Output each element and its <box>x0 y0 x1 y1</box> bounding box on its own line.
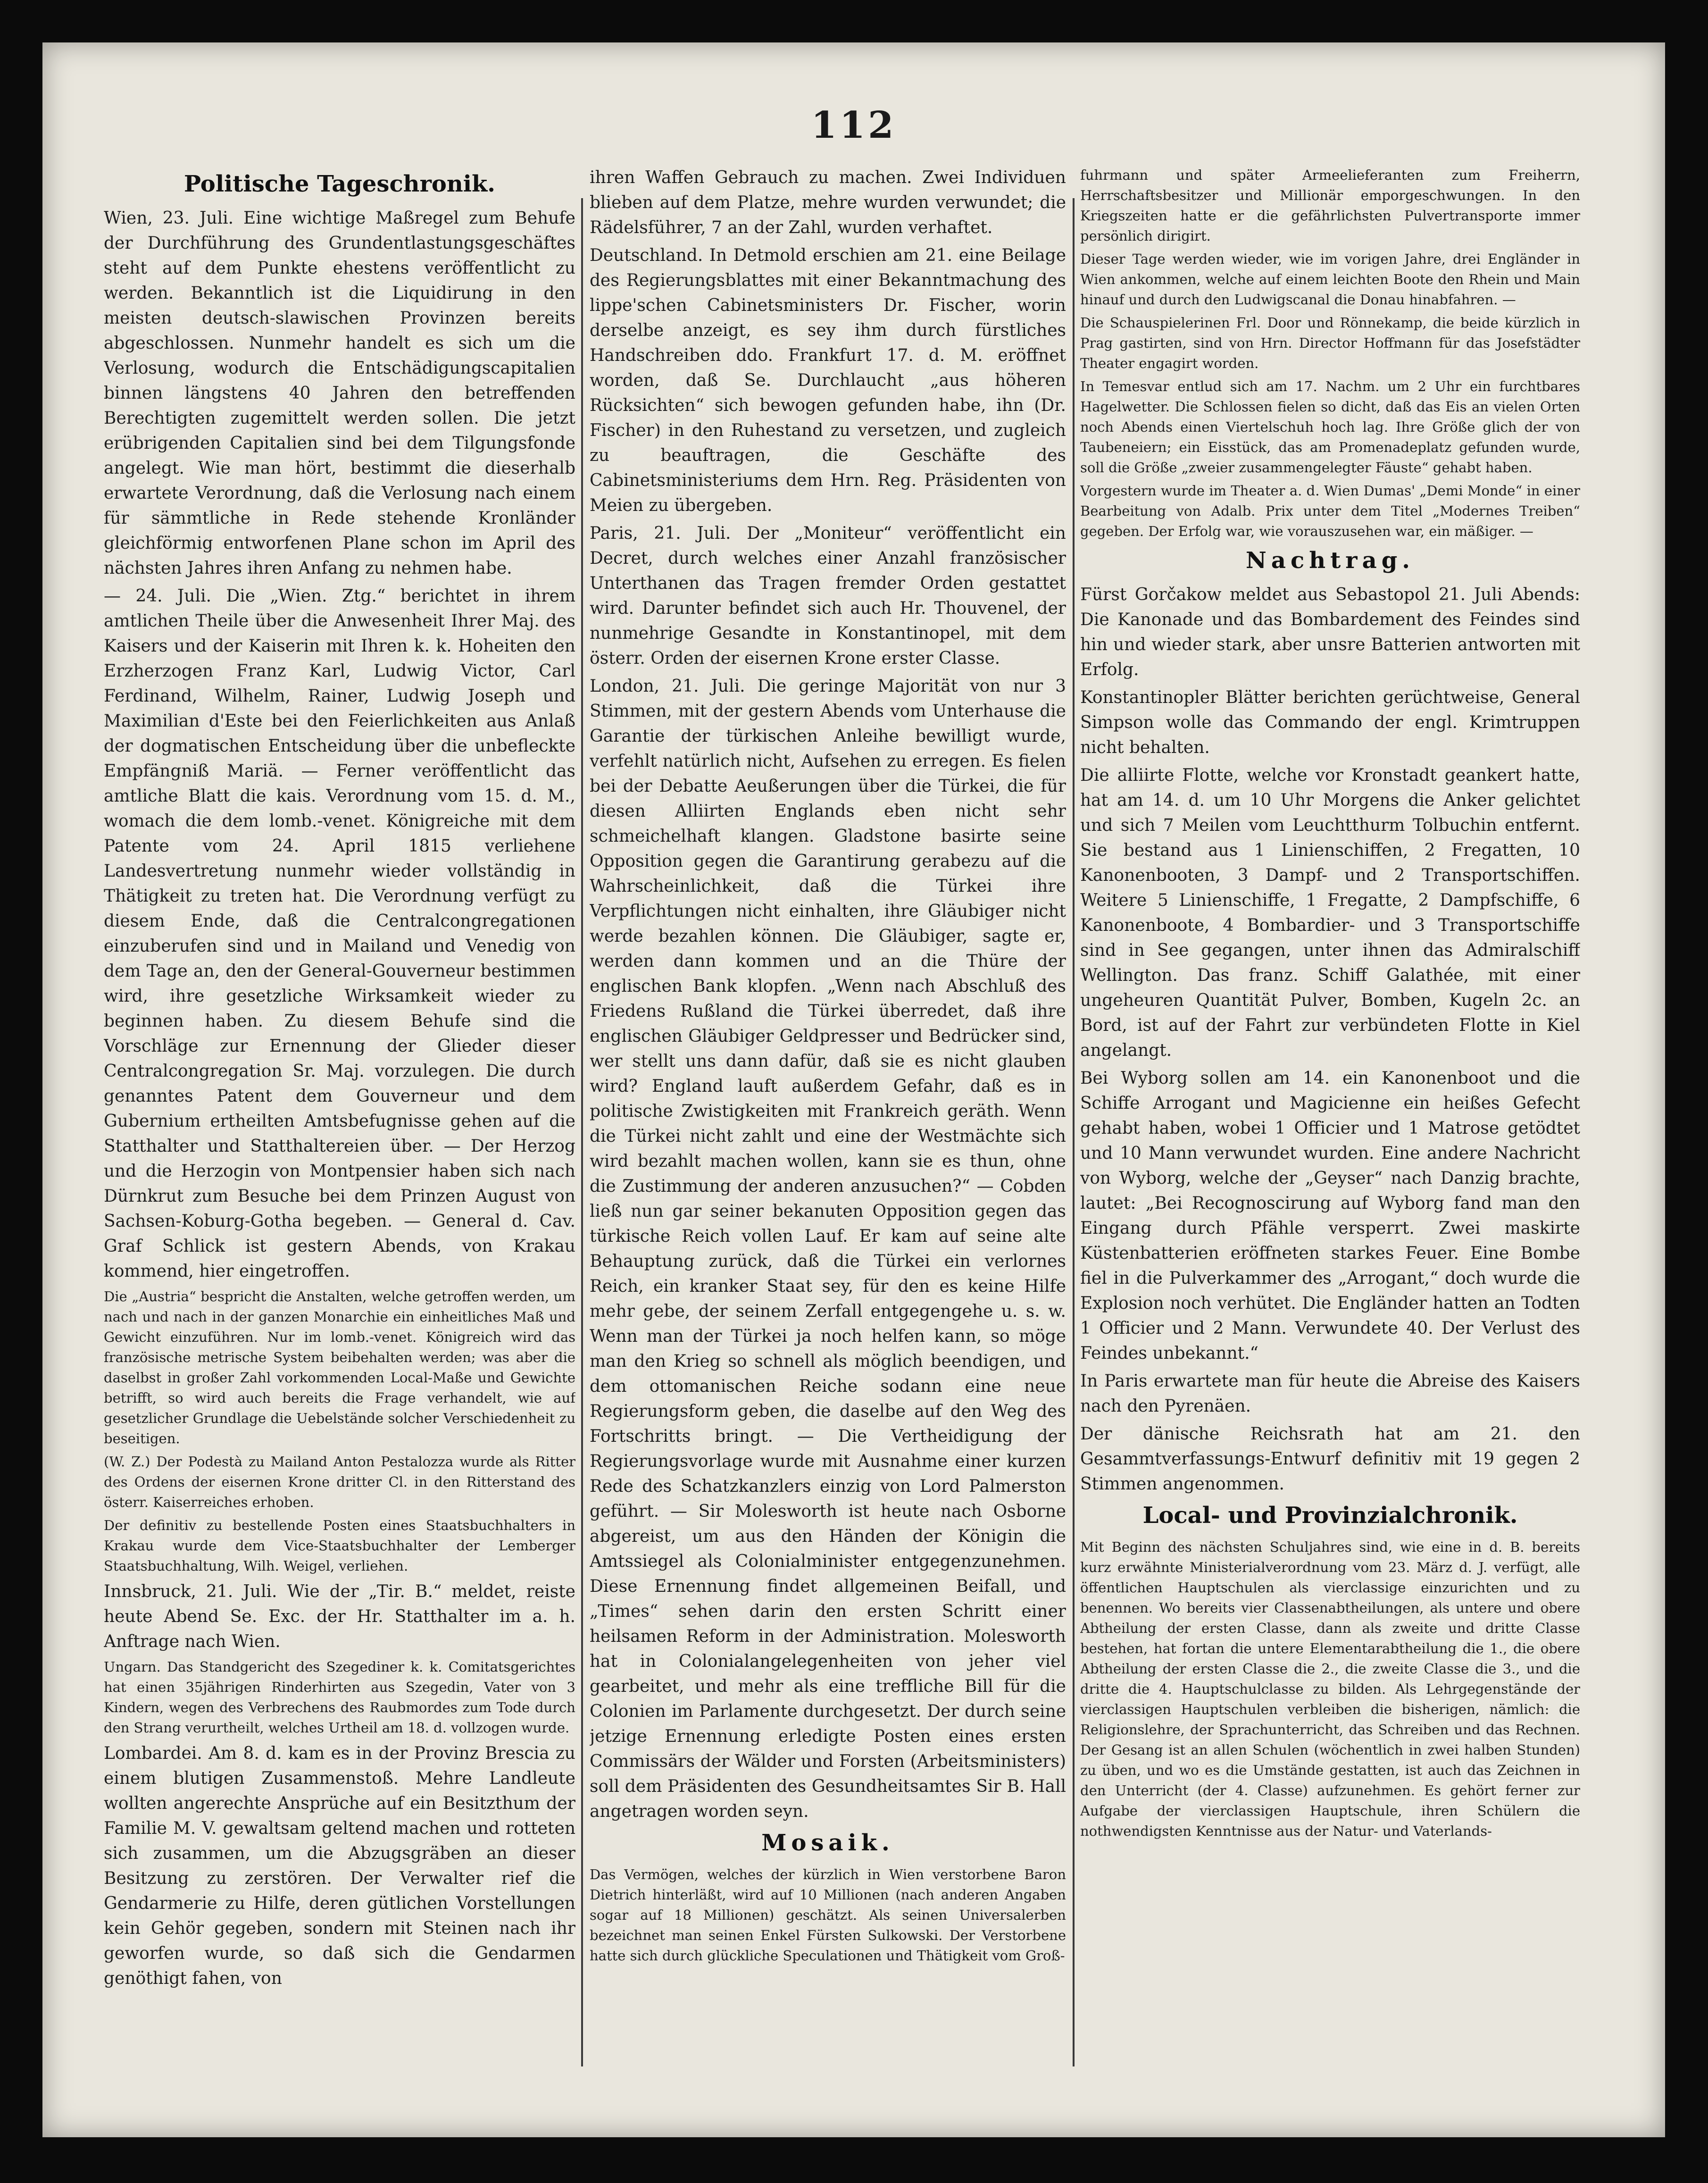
small-article-paragraph: Dieser Tage werden wieder, wie im vorigen Jahre, drei Engländer in Wien ankommen, welche auf einem leichten Boote den Rhein und Main hinauf und durch den Ludwigscanal die Donau hinabfahren. — <box>1080 251 1580 308</box>
column-left <box>104 165 575 2066</box>
article-paragraph: In Paris erwartete man für heute die Abreise des Kaisers nach den Pyrenäen. <box>1080 1372 1580 1416</box>
column-middle <box>590 165 1066 2066</box>
small-article-paragraph: Das Vermögen, welches der kürzlich in Wien verstorbene Baron Dietrich hinterläßt, wird auf 10 Millionen (nach anderen Angaben sogar auf 18 Millionen) geschätzt. Als seinen Universalerben bezeichnet man seinen Enkel Fürsten Sulkowski. Der Verstorbene hatte sich durch glückliche Speculationen und Thätigkeit vom Groß- <box>590 1866 1066 1964</box>
section-heading-mosaik: Mosaik. <box>761 1830 894 1856</box>
article-paragraph: Lombardei. Am 8. d. kam es in der Provinz Brescia zu einem blutigen Zusammenstoß. Mehre Landleute wollten angerechte Ansprüche auf ein Besitzthum der Familie M. V. gewaltsam geltend machen und rotteten sich zusammen, um die Abzugsgräben an dieser Besitzung zu zerstören. Der Verwalter rief die Gendarmerie zu Hilfe, deren gütlichen Vorstellungen kein Gehör gegeben, sondern mit Steinen nach ihr geworfen wurde, so daß sich die Gendarmen genöthigt fahen, von <box>104 1744 575 1988</box>
article-paragraph: Paris, 21. Juli. Der „Moniteur“ veröffentlicht ein Decret, durch welches einer Anzahl französischer Unterthanen das Tragen fremder Orden gestattet wird. Darunter befindet sich auch Hr. Thouvenel, der nunmehrige Gesandte in Konstantinopel, mit dem österr. Orden der eisernen Krone erster Classe. <box>590 524 1066 668</box>
article-paragraph: Der dänische Reichsrath hat am 21. den Gesammtverfassungs-Entwurf definitiv mit 19 gegen 2 Stimmen angenommen. <box>1080 1424 1580 1494</box>
article-paragraph: ihren Waffen Gebrauch zu machen. Zwei Individuen blieben auf dem Platze, mehre wurden verwundet; die Rädelsführer, 7 an der Zahl, wurden verhaftet. <box>590 168 1066 237</box>
section-heading-local: Local- und Provinzialchronik. <box>1142 1502 1518 1529</box>
column-rule-right <box>1073 198 1075 2066</box>
small-article-paragraph: Vorgestern wurde im Theater a. d. Wien Dumas' „Demi Monde“ in einer Bearbeitung von Adalb. Prix unter dem Titel „Modernes Treiben“ gegeben. Der Erfolg war, wie vorauszusehen war, ein mäßiger. — <box>1080 483 1580 539</box>
section-heading-nachtrag: Nachtrag. <box>1246 547 1415 574</box>
article-paragraph: Bei Wyborg sollen am 14. ein Kanonenboot und die Schiffe Arrogant und Magicienne ein heißes Gefecht gehabt haben, wobei 1 Officier und 1 Matrose getödtet und 10 Mann verwundet wurden. Eine andere Nachricht von Wyborg, welche der „Geyser“ nach Danzig brachte, lautet: „Bei Recognoscirung auf Wyborg fand man den Eingang durch Pfähle versperrt. Zwei maskirte Küstenbatterien eröffneten starkes Feuer. Eine Bombe fiel in die Pulverkammer des „Arrogant,“ doch wurde die Explosion noch verhütet. Die Engländer hatten an Todten 1 Officier und 2 Mann. Verwundete 40. Der Verlust des Feindes unbekannt.“ <box>1080 1069 1580 1363</box>
article-paragraph: Wien, 23. Juli. Eine wichtige Maßregel zum Behufe der Durchführung des Grundentlastungsgeschäftes steht auf dem Punkte ehestens veröffentlicht zu werden. Bekanntlich ist die Liquidirung in den meisten deutsch-slawischen Provinzen bereits abgeschlossen. Nunmehr handelt es sich um die Verlosung, wodurch die Entschädigungscapitalien binnen längstens 40 Jahren den betreffenden Berechtigten zugemittelt werden sollen. Die jetzt erübrigenden Capitalien sind bei dem Tilgungsfonde angelegt. Wie man hört, bestimmt die dieserhalb erwartete Verordnung, daß die Verlosung nach einem für sämmtliche in Rede stehende Kronländer gleichförmig entworfenen Plane schon im April des nächsten Jahres ihren Anfang zu nehmen habe. <box>104 209 575 578</box>
small-article-paragraph: Der definitiv zu bestellende Posten eines Staatsbuchhalters in Krakau wurde dem Vice-Staatsbuchhalter der Lemberger Staatsbuchhaltung, Wilh. Weigel, verliehen. <box>104 1517 575 1574</box>
page-number: 112 <box>811 104 897 147</box>
section-heading-political: Politische Tageschronik. <box>184 171 495 197</box>
small-article-paragraph: Ungarn. Das Standgericht des Szegediner k. k. Comitatsgerichtes hat einen 35jährigen Rinderhirten aus Szegedin, Vater von 3 Kindern, wegen des Verbrechens des Raubmordes zum Tode durch den Strang verurtheilt, welches Urtheil am 18. d. vollzogen wurde. <box>104 1659 575 1736</box>
small-article-paragraph: fuhrmann und später Armeelieferanten zum Freiherrn, Herrschaftsbesitzer und Millionär emporgeschwungen. In den Kriegszeiten hatte er die gefährlichsten Pulvertransporte immer persönlich dirigirt. <box>1080 167 1580 244</box>
article-paragraph: Deutschland. In Detmold erschien am 21. eine Beilage des Regierungsblattes mit einer Bekanntmachung des lippe'schen Cabinetsministers Dr. Fischer, worin derselbe anzeigt, es sey ihm durch fürstliches Handschreiben ddo. Frankfurt 17. d. M. eröffnet worden, daß Se. Durchlaucht „aus höheren Rücksichten“ sich bewogen gefunden habe, ihn (Dr. Fischer) in den Ruhestand zu versetzen, und zugleich zu beauftragen, die Geschäfte des Cabinetsministeriums dem Hrn. Reg. Präsidenten von Meien zu übergeben. <box>590 246 1066 515</box>
small-article-paragraph: Mit Beginn des nächsten Schuljahres sind, wie eine in d. B. bereits kurz erwähnte Ministerialverordnung vom 23. März d. J. verfügt, alle öffentlichen Hauptschulen als vierclassige einzurichten und zu benennen. Wo bereits vier Classenabtheilungen, als untere und obere Abtheilung der ersten Classe, dann als zweite und dritte Classe bestehen, hat fortan die untere Elementarabtheilung die 1., die obere Abtheilung der ersten Classe die 2., die zweite Classe die 3., und die dritte die 4. Hauptschulclasse zu bilden. Als Lehrgegenstände der vierclassigen Hauptschulen verbleiben die bisherigen, nämlich: die Religionslehre, der Sprachunterricht, das Schreiben und das Rechnen. Der Gesang ist an allen Schulen (wöchentlich in zwei halben Stunden) zu üben, und wo es die Umstände gestatten, ist auch das Zeichnen in den Unterricht (der 4. Classe) aufzunehmen. Es gehört ferner zur Aufgabe der vierclassigen Hauptschule, ihren Schülern die nothwendigsten Kenntnisse aus der Natur- und Vaterlands- <box>1080 1539 1580 1839</box>
article-paragraph: Innsbruck, 21. Juli. Wie der „Tir. B.“ meldet, reiste heute Abend Se. Exc. der Hr. Statthalter im a. h. Anftrage nach Wien. <box>104 1582 575 1651</box>
newspaper-page <box>42 42 1665 2137</box>
article-paragraph: Fürst Gorčakow meldet aus Sebastopol 21. Juli Abends: Die Kanonade und das Bombardement des Feindes sind hin und wieder stark, aber unsre Batterien antworten mit Erfolg. <box>1080 585 1580 679</box>
small-article-paragraph: In Temesvar entlud sich am 17. Nachm. um 2 Uhr ein furchtbares Hagelwetter. Die Schlossen fielen so dicht, daß das Eis an vielen Orten noch Abends einen Viertelschuh hoch lag. Ihre Größe glich der von Taubeneiern; ein Eisstück, das am Promenadeplatz gefunden wurde, soll die Größe „zweier zusammengelegter Fäuste“ gehabt haben. <box>1080 378 1580 476</box>
column-rule-left <box>581 198 583 2066</box>
article-paragraph: Die alliirte Flotte, welche vor Kronstadt geankert hatte, hat am 14. d. um 10 Uhr Morgens die Anker gelichtet und sich 7 Meilen vom Leuchtthurm Tolbuchin entfernt. Sie bestand aus 1 Linienschiffen, 2 Fregatten, 10 Kanonenbooten, 3 Dampf- und 2 Transportschiffen. Weitere 5 Linienschiffe, 1 Fregatte, 2 Dampfschiffe, 6 Kanonenboote, 4 Bombardier- und 3 Transportschiffe sind in See gegangen, unter ihnen das Admiralschiff Wellington. Das franz. Schiff Galathée, mit einer ungeheuren Quantität Pulver, Bomben, Kugeln 2c. an Bord, ist auf der Fahrt zur verbündeten Flotte in Kiel angelangt. <box>1080 766 1580 1060</box>
article-paragraph: London, 21. Juli. Die geringe Majorität von nur 3 Stimmen, mit der gestern Abends vom Unterhause die Garantie der türkischen Anleihe bewilligt wurde, verfehlt natürlich nicht, Aufsehen zu erregen. Es fielen bei der Debatte Aeußerungen über die Türkei, die für diesen Alliirten Englands eben nicht sehr schmeichelhaft klangen. Gladstone basirte seine Opposition gegen die Garantirung gerabezu auf die Wahrscheinlichkeit, daß die Türkei ihre Verpflichtungen nicht einhalten, ihre Gläubiger nicht werde bezahlen können. Die Gläubiger, sagte er, werden dann kommen und an die Thüre der englischen Bank klopfen. „Wenn nach Abschluß des Friedens Rußland die Türkei überredet, daß ihre englischen Gläubiger Geldpresser und Bedrücker sind, wer stellt uns dann dafür, daß sie es nicht glauben wird? England lauft außerdem Gefahr, daß es in politische Zwistigkeiten mit Frankreich geräth. Wenn die Türkei nicht zahlt und eine der Westmächte sich wird bezahlt machen wollen, kann sie es thun, ohne die Zustimmung der anderen anzusuchen?“ — Cobden ließ nun gar seiner bekanuten Opposition gegen das türkische Reich vollen Lauf. Er kam auf seine alte Behauptung zurück, daß die Türkei ein verlornes Reich, ein kranker Staat sey, für den es keine Hilfe mehr gebe, der seinem Zerfall entgegengehe u. s. w. Wenn man der Türkei ja noch helfen kann, so möge man den Krieg so schnell als möglich beendigen, und dem ottomanischen Reiche sodann eine neue Regierungsform geben, die daselbe auf den Weg des Fortschritts bringt. — Die Vertheidigung der Regierungsvorlage wurde mit Ausnahme einer kurzen Rede des Schatzkanzlers einzig von Lord Palmerston geführt. — Sir Molesworth ist heute nach Osborne abgereist, um aus den Händen der Königin die Amtssiegel als Colonialminister entgegenzunehmen. Diese Ernennung findet allgemeinen Beifall, und „Times“ sehen darin den ersten Schritt einer heilsamen Reform in der Administration. Molesworth hat in Colonialangelegenheiten von jeher viel gearbeitet, und mehr als eine treffliche Bill für die Colonien im Parlamente durchgesetzt. Der durch seine jetzige Ernennung erledigte Posten eines ersten Commissärs der Wälder und Forsten (Arbeitsministers) soll dem Präsidenten des Gesundheitsamtes Sir B. Hall angetragen worden seyn. <box>590 677 1066 1821</box>
article-paragraph: Konstantinopler Blätter berichten gerüchtweise, General Simpson wolle das Commando der engl. Krimtruppen nicht behalten. <box>1080 688 1580 757</box>
small-article-paragraph: Die „Austria“ bespricht die Anstalten, welche getroffen werden, um nach und nach in der ganzen Monarchie ein einheitliches Maß und Gewicht einzuführen. Nur im lomb.-venet. Königreich wird das französische metrische System beibehalten werden; was aber die daselbst in großer Zahl vorkommenden Local-Maße und Gewichte betrifft, so wird auch bereits die Frage verhandelt, wie auf gesetzlicher Grundlage die Uebelstände solcher Verschiedenheit zu beseitigen. <box>104 1288 575 1447</box>
article-paragraph: — 24. Juli. Die „Wien. Ztg.“ berichtet in ihrem amtlichen Theile über die Anwesenheit Ihrer Maj. des Kaisers und der Kaiserin mit Ihren k. k. Hoheiten den Erzherzogen Franz Karl, Ludwig Victor, Carl Ferdinand, Wilhelm, Rainer, Ludwig Joseph und Maximilian d'Este bei den Feierlichkeiten aus Anlaß der dogmatischen Entscheidung über die unbefleckte Empfängniß Mariä. — Ferner veröffentlicht das amtliche Blatt die kais. Verordnung vom 15. d. M., womach die dem lomb.-venet. Königreiche mit dem Patente vom 24. April 1815 verliehene Landesvertretung nunmehr wieder vollständig in Thätigkeit zu treten hat. Die Verordnung verfügt zu diesem Ende, daß die Centralcongregationen einzuberufen sind und in Mailand und Venedig von dem Tage an, den der General-Gouverneur bestimmen wird, ihre gesetzliche Wirksamkeit wieder zu beginnen haben. Zu diesem Behufe sind die Vorschläge zur Ernennung der Glieder dieser Centralcongregation Sr. Maj. vorzulegen. Die durch genanntes Patent dem Gouverneur und dem Gubernium ertheilten Amtsbefugnisse gehen auf die Statthalter und Statthaltereien über. — Der Herzog und die Herzogin von Montpensier haben sich nach Dürnkrut zum Besuche bei dem Prinzen August von Sachsen-Koburg-Gotha begeben. — General d. Cav. Graf Schlick ist gestern Abends, von Krakau kommend, hier eingetroffen. <box>104 586 575 1281</box>
small-article-paragraph: (W. Z.) Der Podestà zu Mailand Anton Pestalozza wurde als Ritter des Ordens der eisernen Krone dritter Cl. in den Ritterstand des österr. Kaiserreiches erhoben. <box>104 1454 575 1510</box>
small-article-paragraph: Die Schauspielerinen Frl. Door und Rönnekamp, die beide kürzlich in Prag gastirten, sind von Hrn. Director Hoffmann für das Josefstädter Theater engagirt worden. <box>1080 315 1580 371</box>
column-right <box>1080 165 1580 2066</box>
